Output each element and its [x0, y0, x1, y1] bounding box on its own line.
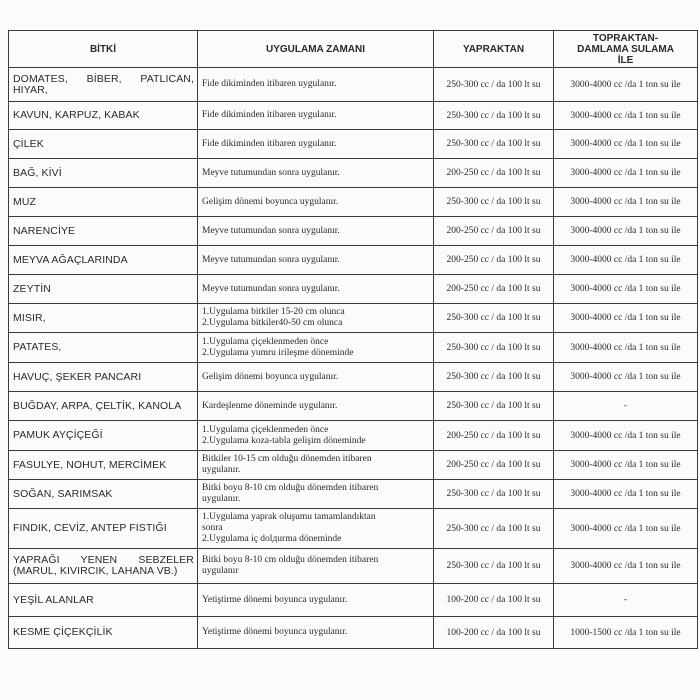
time-line: Meyve tutumundan sonra uygulanır. [202, 254, 340, 265]
cell-plant: ÇİLEK [9, 130, 198, 159]
cell-drip-dose: 3000-4000 cc /da 1 ton su ile [554, 480, 698, 509]
time-line: Fide dikiminden itibaren uygulanır. [202, 79, 337, 89]
cell-application-time [198, 159, 434, 188]
cell-drip-dose: 3000-4000 cc /da 1 ton su ile [554, 363, 698, 392]
cell-application-time [198, 421, 434, 451]
cell-foliar-dose: 250-300 cc / da 100 lt su [434, 130, 554, 159]
cell-drip-dose: 3000-4000 cc /da 1 ton su ile [554, 304, 698, 333]
table-row [9, 451, 698, 480]
time-line: Yetiştirme dönemi boyunca uygulanır. [202, 594, 348, 605]
time-line: Fide dikiminden itibaren uygulanır. [202, 138, 337, 149]
cell-application-time [198, 130, 434, 159]
cell-foliar-dose: 200-250 cc / da 100 lt su [434, 421, 554, 451]
table-row [9, 363, 698, 392]
header-drip-line: DAMLAMA SULAMA [577, 43, 674, 55]
time-line: 1.Uygulama yaprak oluşumu tamamlandıktan [202, 512, 376, 522]
table-row [9, 549, 698, 584]
cell-application-time [198, 102, 434, 130]
cell-plant: FINDIK, CEVİZ, ANTEP FISTIĞI [9, 509, 198, 549]
cell-application-time [198, 451, 434, 480]
cell-application-time [198, 617, 434, 649]
cell-drip-dose: 3000-4000 cc /da 1 ton su ile [554, 102, 698, 130]
time-line: Meyve tutumundan sonra uygulanır. [202, 167, 340, 178]
time-line: Gelişim dönemi boyunca uygulanır. [202, 371, 339, 382]
cell-application-time [198, 68, 434, 102]
cell-application-time [198, 217, 434, 246]
cell-plant: BUĞDAY, ARPA, ÇELTİK, KANOLA [9, 392, 198, 421]
time-line: 1.Uygulama çiçeklenmeden önce [202, 336, 329, 347]
cell-plant: KESME ÇİÇEKÇİLİK [9, 617, 198, 649]
table-row [9, 304, 698, 333]
cell-foliar-dose: 200-250 cc / da 100 lt su [434, 275, 554, 304]
cell-drip-dose: 1000-1500 cc /da 1 ton su ile [554, 617, 698, 649]
cell-application-time [198, 275, 434, 304]
cell-drip-dose: 3000-4000 cc /da 1 ton su ile [554, 68, 698, 102]
table-row [9, 246, 698, 275]
table-row [9, 275, 698, 304]
cell-foliar-dose: 250-300 cc / da 100 lt su [434, 392, 554, 421]
cell-drip-dose: 3000-4000 cc /da 1 ton su ile [554, 246, 698, 275]
table-row [9, 102, 698, 130]
cell-application-time [198, 480, 434, 509]
time-line: uygulanır. [202, 465, 241, 475]
cell-application-time [198, 304, 434, 333]
cell-application-time [198, 333, 434, 363]
cell-drip-dose: - [554, 584, 698, 617]
cell-drip-dose: 3000-4000 cc /da 1 ton su ile [554, 130, 698, 159]
cell-foliar-dose: 250-300 cc / da 100 lt su [434, 549, 554, 584]
time-line: 2.Uygulama koza-tabla gelişim döneminde [202, 435, 366, 446]
cell-application-time [198, 246, 434, 275]
cell-foliar-dose: 100-200 cc / da 100 lt su [434, 584, 554, 617]
table-row [9, 392, 698, 421]
time-line: Bitkiler 10-15 cm olduğu dönemden itibaren [202, 454, 372, 464]
cell-plant: FASULYE, NOHUT, MERCİMEK [9, 451, 198, 480]
cell-plant: MISIR, [9, 304, 198, 333]
cell-plant: BAĞ, KİVİ [9, 159, 198, 188]
cell-plant: SOĞAN, SARIMSAK [9, 480, 198, 509]
header-drip-line: İLE [617, 54, 634, 66]
table-row [9, 584, 698, 617]
table-row [9, 217, 698, 246]
table-row [9, 159, 698, 188]
time-line: 2.Uygulama iç dolдurma döneminde [202, 534, 342, 544]
table-row [9, 480, 698, 509]
cell-application-time [198, 509, 434, 549]
table-header-row [9, 31, 698, 68]
cell-drip-dose: 3000-4000 cc /da 1 ton su ile [554, 451, 698, 480]
time-line: uygulanır [202, 566, 239, 576]
table-row [9, 333, 698, 363]
table-row [9, 68, 698, 102]
time-line: Bitki boyu 8-10 cm olduğu dönemden itibaren [202, 555, 379, 565]
time-line: Yetiştirme dönemi boyunca uygulanır. [202, 627, 348, 637]
cell-drip-dose: 3000-4000 cc /da 1 ton su ile [554, 549, 698, 584]
cell-application-time [198, 188, 434, 217]
cell-drip-dose: 3000-4000 cc /da 1 ton su ile [554, 333, 698, 363]
time-line: 1.Uygulama bitkiler 15-20 cm olunca [202, 307, 345, 317]
cell-drip-dose: 3000-4000 cc /da 1 ton su ile [554, 275, 698, 304]
cell-foliar-dose: 250-300 cc / da 100 lt su [434, 363, 554, 392]
table-row [9, 421, 698, 451]
table-row [9, 188, 698, 217]
time-line: Kardeşlenme döneminde uygulanır. [202, 400, 338, 411]
time-line: Meyve tutumundan sonra uygulanır. [202, 283, 340, 294]
cell-foliar-dose: 200-250 cc / da 100 lt su [434, 217, 554, 246]
cell-foliar-dose: 200-250 cc / da 100 lt su [434, 159, 554, 188]
cell-drip-dose: 3000-4000 cc /da 1 ton su ile [554, 509, 698, 549]
cell-application-time [198, 363, 434, 392]
application-table [8, 30, 698, 649]
cell-drip-dose: - [554, 392, 698, 421]
cell-plant: MEYVA AĞAÇLARINDA [9, 246, 198, 275]
cell-plant: NARENCİYE [9, 217, 198, 246]
cell-plant: YAPRAĞI YENEN SEBZELER (MARUL, KIVIRCIK, LAHANA VB.) [9, 549, 198, 584]
cell-drip-dose: 3000-4000 cc /da 1 ton su ile [554, 217, 698, 246]
cell-application-time [198, 549, 434, 584]
header-foliar: YAPRAKTAN [434, 31, 554, 68]
time-line: uygulanır. [202, 494, 241, 504]
time-line: Bitki boyu 8-10 cm olduğu dönemden itibaren [202, 483, 379, 493]
time-line: Meyve tutumundan sonra uygulanır. [202, 225, 340, 236]
cell-foliar-dose: 250-300 cc / da 100 lt su [434, 188, 554, 217]
cell-plant: PATATES, [9, 333, 198, 363]
cell-plant: HAVUÇ, ŞEKER PANCARI [9, 363, 198, 392]
time-line: 2.Uygulama yumru irileşme döneminde [202, 347, 354, 358]
cell-application-time [198, 584, 434, 617]
cell-foliar-dose: 100-200 cc / da 100 lt su [434, 617, 554, 649]
header-drip-line: TOPRAKTAN- [592, 32, 659, 44]
table-row [9, 617, 698, 649]
time-line: 2.Uygulama bitkiler40-50 cm olunca [202, 318, 343, 328]
cell-plant: DOMATES, BİBER, PATLICAN, HIYAR, [9, 68, 198, 102]
cell-foliar-dose: 250-300 cc / da 100 lt su [434, 68, 554, 102]
time-line: Fide dikiminden itibaren uygulanır. [202, 110, 337, 120]
cell-drip-dose: 3000-4000 cc /da 1 ton su ile [554, 421, 698, 451]
cell-plant: ZEYTİN [9, 275, 198, 304]
time-line: Gelişim dönemi boyunca uygulanır. [202, 196, 339, 207]
cell-foliar-dose: 250-300 cc / da 100 lt su [434, 509, 554, 549]
cell-foliar-dose: 250-300 cc / da 100 lt su [434, 102, 554, 130]
cell-foliar-dose: 200-250 cc / da 100 lt su [434, 246, 554, 275]
header-drip-irrigation [554, 31, 698, 68]
cell-drip-dose: 3000-4000 cc /da 1 ton su ile [554, 188, 698, 217]
cell-application-time [198, 392, 434, 421]
time-line: sonra [202, 523, 223, 533]
cell-foliar-dose: 250-300 cc / da 100 lt su [434, 333, 554, 363]
cell-plant: MUZ [9, 188, 198, 217]
header-application-time: UYGULAMA ZAMANI [198, 31, 434, 68]
cell-plant: KAVUN, KARPUZ, KABAK [9, 102, 198, 130]
cell-plant: YEŞİL ALANLAR [9, 584, 198, 617]
cell-foliar-dose: 250-300 cc / da 100 lt su [434, 304, 554, 333]
header-plant: BİTKİ [9, 31, 198, 68]
cell-foliar-dose: 250-300 cc / da 100 lt su [434, 480, 554, 509]
cell-drip-dose: 3000-4000 cc /da 1 ton su ile [554, 159, 698, 188]
cell-foliar-dose: 200-250 cc / da 100 lt su [434, 451, 554, 480]
cell-plant: PAMUK AYÇİÇEĞİ [9, 421, 198, 451]
table-row [9, 130, 698, 159]
time-line: 1.Uygulama çiçeklenmeden önce [202, 424, 329, 435]
table-body [9, 68, 698, 649]
table-row [9, 509, 698, 549]
